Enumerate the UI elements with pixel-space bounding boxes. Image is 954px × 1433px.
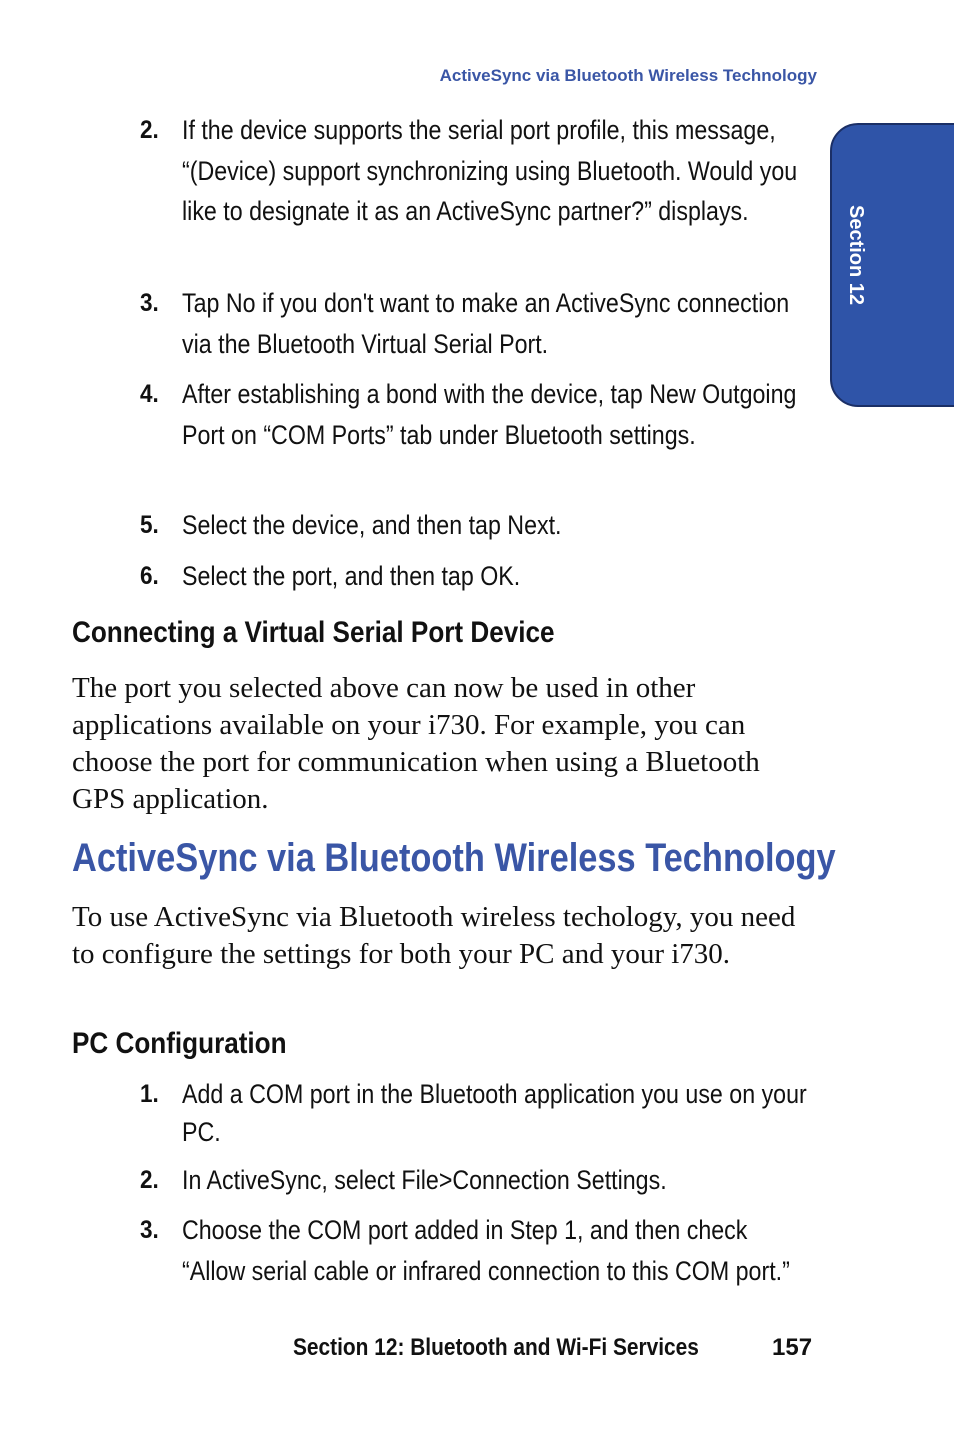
- step-text: After establishing a bond with the device, tap New Outgoing Port on “COM Ports” tab under Bluetooth settings.: [182, 379, 797, 450]
- step-text: Add a COM port in the Bluetooth application you use on your PC.: [182, 1079, 807, 1147]
- step-text: If the device supports the serial port profile, this message, “(Device) support synchronizing using Bluetooth. Would you like to designate it as an ActiveSync partner?” displays.: [182, 115, 798, 226]
- step-number: 1.: [140, 1080, 159, 1108]
- step-text: Tap No if you don't want to make an ActiveSync connection via the Bluetooth Virtual Serial Port.: [182, 288, 790, 359]
- section-tab-label: Section 12: [845, 205, 867, 306]
- virtual-port-heading: Connecting a Virtual Serial Port Device: [72, 616, 555, 649]
- virtual-port-paragraph: The port you selected above can now be used in other applications available on your i730. For example, you can choose the port for communication when using a Bluetooth GPS application.: [72, 672, 760, 815]
- step-number: 3.: [140, 1216, 159, 1244]
- pc-config-heading: PC Configuration: [72, 1027, 287, 1060]
- step-text: Choose the COM port added in Step 1, and then check “Allow serial cable or infrared connection to this COM port.”: [182, 1215, 790, 1286]
- page-number: 157: [772, 1334, 813, 1361]
- step-number: 5.: [140, 511, 159, 539]
- page-title: ActiveSync via Bluetooth Wireless Technology: [72, 836, 836, 880]
- main-paragraph: To use ActiveSync via Bluetooth wireless techology, you need to configure the settings for both your PC and your i730.: [72, 901, 796, 970]
- step-number: 4.: [140, 380, 159, 408]
- footer-section-title: Section 12: Bluetooth and Wi-Fi Services: [293, 1334, 699, 1361]
- step-text: In ActiveSync, select File>Connection Settings.: [182, 1165, 667, 1195]
- running-head: ActiveSync via Bluetooth Wireless Technology: [439, 66, 817, 85]
- step-number: 3.: [140, 289, 159, 317]
- step-number: 2.: [140, 1166, 159, 1194]
- step-number: 6.: [140, 562, 159, 590]
- step-text: Select the port, and then tap OK.: [182, 561, 521, 591]
- step-number: 2.: [140, 116, 159, 144]
- step-text: Select the device, and then tap Next.: [182, 510, 562, 540]
